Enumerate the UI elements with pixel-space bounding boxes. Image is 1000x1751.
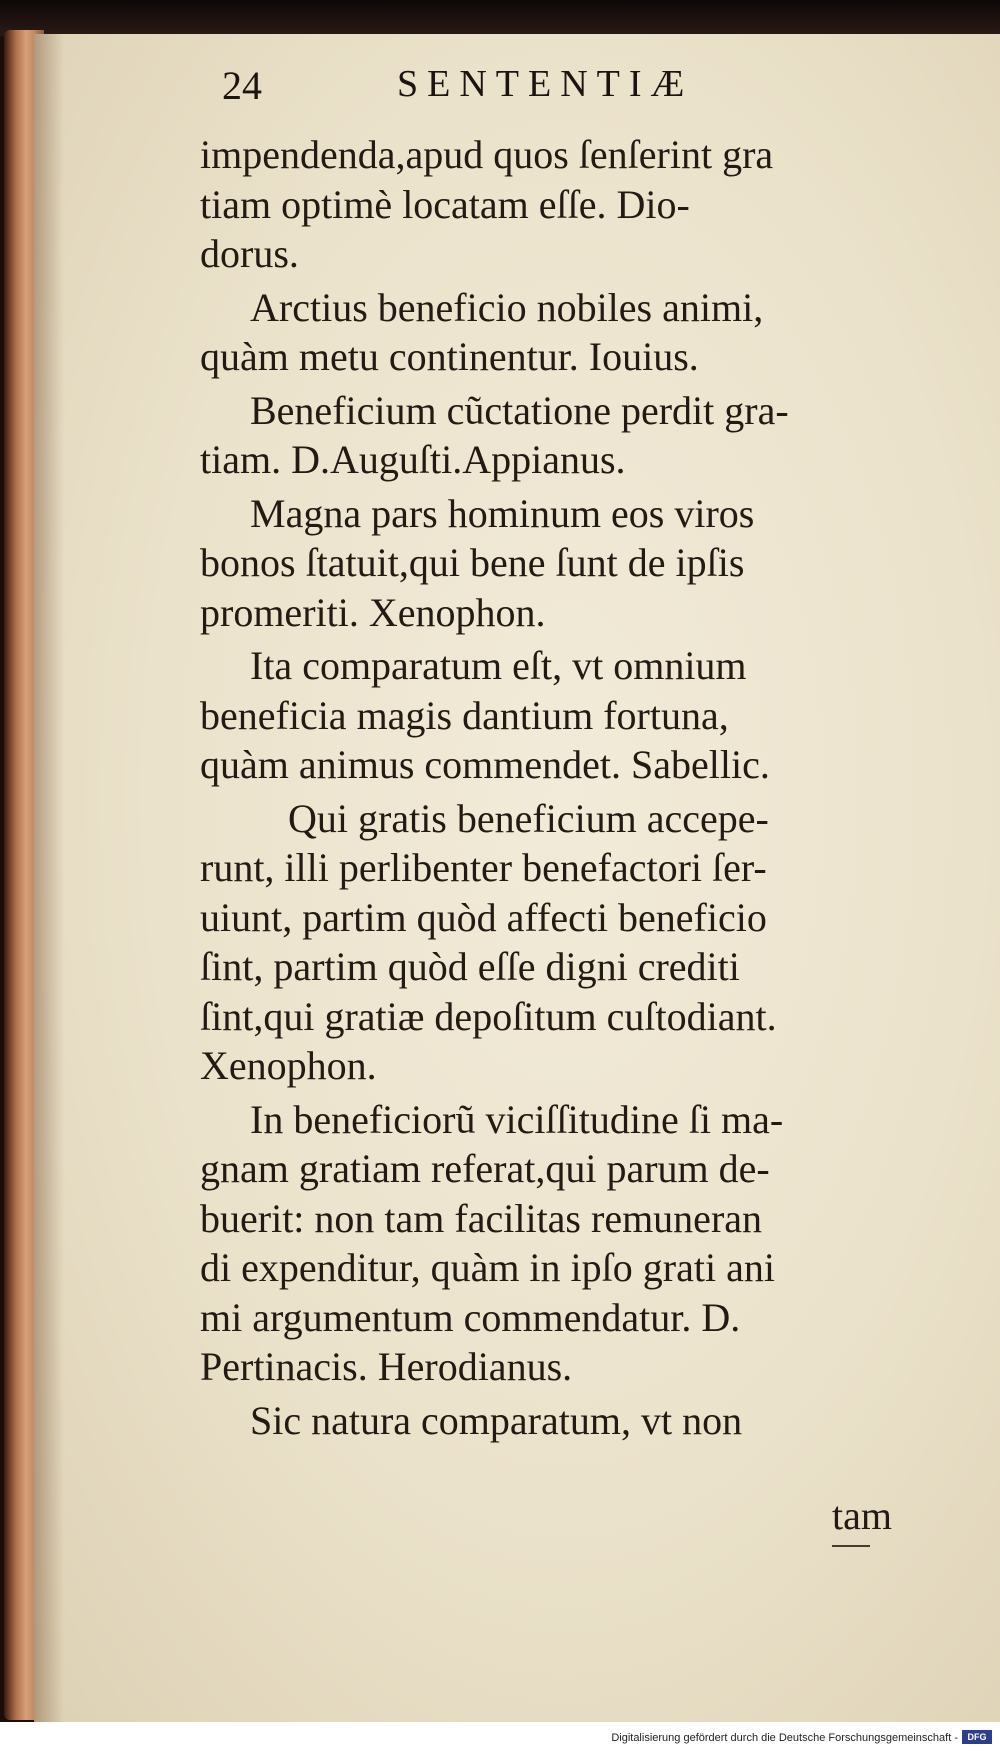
paragraph <box>200 130 940 279</box>
paragraph <box>200 283 940 382</box>
text-line: uiunt, partim quòd affecti beneficio <box>200 894 767 940</box>
text-line: ſint,qui gratiæ depoſitum cuſtodiant. <box>200 993 777 1039</box>
paragraph <box>200 794 940 1091</box>
text-line: gnam gratiam referat,qui parum de- <box>200 1146 770 1191</box>
paragraph <box>200 1396 940 1446</box>
text-line: quàm metu continentur. Iouius. <box>200 334 699 379</box>
running-head: SENTENTIÆ <box>397 63 694 105</box>
text-line: buerit: non tam facilitas remuneran <box>200 1195 763 1241</box>
text-line: Xenophon. <box>200 1043 377 1088</box>
dfg-logo-icon: DFG <box>962 1730 992 1744</box>
text-line: Arctius beneficio nobiles animi, <box>250 284 764 330</box>
paragraph <box>200 386 940 485</box>
text-line: Ita comparatum eſt, vt omnium <box>250 643 747 688</box>
paragraph <box>200 1095 940 1392</box>
paragraph <box>200 489 940 638</box>
text-line: bonos ſtatuit,qui bene ſunt de ipſis <box>200 540 745 585</box>
text-line: tiam optimè locatam eſſe. Dio- <box>200 181 690 227</box>
text-line: tiam. D.Auguſti.Appianus. <box>200 437 626 482</box>
text-line: runt, illi perlibenter benefactori ſer- <box>200 845 767 890</box>
text-line: mi argumentum commendatur. D. <box>200 1294 741 1340</box>
body-text <box>200 130 940 1449</box>
text-line: Beneficium cũctatione perdit gra- <box>250 387 789 433</box>
digitization-credit: Digitalisierung gefördert durch die Deutsche Forschungsgemeinschaft - <box>611 1732 958 1744</box>
text-line: Qui gratis beneficium accepe- <box>288 795 769 841</box>
text-line: Magna pars hominum eos viros <box>250 490 755 536</box>
text-line: ſint, partim quòd eſſe digni crediti <box>200 944 740 989</box>
text-line: beneficia magis dantium fortuna, <box>200 692 729 738</box>
catchword: tam <box>832 1493 892 1538</box>
text-line: Sic natura comparatum, vt non <box>250 1397 743 1443</box>
text-line: impendenda,apud quos ſenſerint gra <box>200 132 774 177</box>
text-line: quàm animus commendet. Sabellic. <box>200 742 770 787</box>
text-line: promeriti. Xenophon. <box>200 589 546 635</box>
top-shadow <box>0 0 1000 36</box>
catchword-rule <box>832 1545 870 1547</box>
text-line: In beneficiorũ viciſſitudine ſi ma- <box>250 1096 784 1142</box>
text-line: dorus. <box>200 231 299 276</box>
text-line: di expenditur, quàm in ipſo grati ani <box>200 1245 775 1290</box>
page-header <box>222 62 742 122</box>
text-line: Pertinacis. Herodianus. <box>200 1344 573 1389</box>
paragraph <box>200 641 940 790</box>
page-gutter-shadow <box>34 34 64 1722</box>
page-number: 24 <box>222 63 262 108</box>
